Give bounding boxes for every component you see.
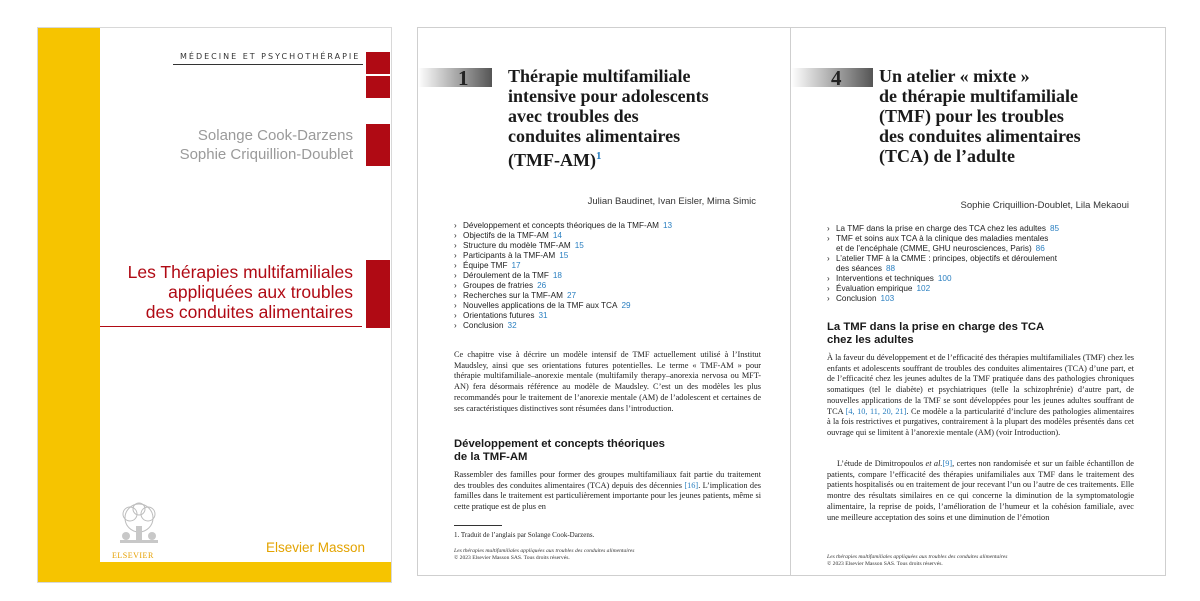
toc-item-page[interactable]: 26 [537, 281, 547, 290]
chevron-right-icon: › [827, 224, 830, 233]
chapter-number: 4 [831, 66, 842, 90]
section-heading-line-1: Développement et concepts théoriques [454, 438, 665, 450]
chapter-number: 1 [458, 66, 469, 90]
toc-item[interactable] [454, 221, 764, 231]
section-heading [827, 321, 1127, 347]
toc-item-label: Groupes de fratries [463, 281, 534, 290]
chapter-bar [418, 68, 492, 87]
toc-item[interactable] [454, 321, 764, 331]
toc-item-label: Interventions et techniques [836, 274, 934, 283]
chapter-title-line-3: avec troubles des [508, 106, 639, 126]
toc-item[interactable] [827, 294, 1137, 304]
chapter-toc [454, 221, 764, 331]
toc-item-page[interactable]: 102 [916, 284, 931, 293]
toc-item-label: Recherches sur la TMF-AM [463, 291, 563, 300]
toc-item[interactable] [454, 241, 764, 251]
cover-title-line-2: appliquées aux troubles [168, 282, 353, 302]
toc-item-cont[interactable] [827, 244, 1137, 254]
paragraph-2-text-cont: , certes non randomisée et sur un faible échantillon de patients, compare l’efficacité des thérapies unifamiliales aux TMF dans le traitement des patients hospitalisés ou en traitement de jour recevant l’un ou l’autre de ces traitements. Elle montre des résultats similaires en ce qui concerne la diminution de la symptomatologie alimentaire, la reprise de poids, l’amélioration de l’humeur et la cohésion familiale, avec une meilleure acceptation des soins et une diminution de l’émotion [827, 459, 1134, 522]
chevron-right-icon: › [827, 234, 830, 243]
chapter-authors: Sophie Criquillion-Doublet, Lila Mekaoui [960, 200, 1129, 211]
section-paragraph-text-cont: . L’implication des familles dans le traitement est particulièrement importante pour les jeunes patients, même si cette pratique est de plus en [454, 480, 761, 512]
toc-item-page[interactable]: 13 [663, 221, 673, 230]
cover-title-rule [100, 326, 362, 327]
cover-red-block-2 [366, 76, 390, 98]
cover-yellow-bottom-band [38, 562, 391, 582]
chapter-title-line-4: des conduites alimentaires [879, 126, 1081, 146]
toc-item-label: Objectifs de la TMF-AM [463, 231, 549, 240]
cover-red-block-1 [366, 52, 390, 74]
paragraph-2 [827, 459, 1134, 523]
chevron-right-icon: › [827, 254, 830, 263]
cover-red-block-3 [366, 124, 390, 166]
chapter-title-line-1: Thérapie multifamiliale [508, 66, 691, 86]
section-paragraph-text: Rassembler des familles pour former des groupes multifamiliaux fait partie du traitement des troubles des conduites alimentaires (TCA) depuis des décennies [454, 470, 761, 490]
section-paragraph [454, 470, 761, 513]
toc-item-page[interactable]: 17 [511, 261, 521, 270]
toc-item-label: Structure du modèle TMF-AM [463, 241, 571, 250]
chapter-toc [827, 224, 1137, 304]
toc-item[interactable] [827, 234, 1137, 244]
toc-item[interactable] [827, 284, 1137, 294]
toc-item-page[interactable]: 15 [559, 251, 569, 260]
chevron-right-icon: › [454, 281, 457, 290]
reference-link[interactable]: [16] [684, 480, 699, 490]
chapter-title [879, 66, 1081, 166]
chapter-title-line-5 [508, 146, 709, 170]
copyright-block [827, 554, 1007, 568]
toc-item-page[interactable]: 27 [566, 291, 577, 300]
toc-item-label-cont: et de l’encéphale (CMME, GHU neurosciences, Paris) [836, 244, 1032, 253]
toc-item-page[interactable]: 14 [552, 231, 562, 240]
chevron-right-icon: › [827, 274, 830, 283]
cover-publisher: Elsevier Masson [265, 540, 365, 555]
toc-item-page[interactable]: 85 [1049, 224, 1060, 233]
chevron-right-icon: › [454, 301, 457, 310]
toc-item-label: Évaluation empirique [836, 284, 913, 293]
toc-item-cont[interactable] [827, 264, 1137, 274]
toc-item-label: Équipe TMF [463, 261, 508, 270]
toc-item-page[interactable]: 15 [574, 241, 584, 250]
toc-item-label: TMF et soins aux TCA à la clinique des maladies mentales [836, 234, 1049, 243]
toc-item-label: Conclusion [463, 321, 504, 330]
chevron-right-icon: › [454, 291, 457, 300]
toc-item-label: Conclusion [836, 294, 877, 303]
toc-item-page[interactable]: 32 [507, 321, 517, 330]
elsevier-wordmark: ELSEVIER [112, 551, 154, 560]
footnote-rule [454, 525, 502, 526]
toc-item[interactable] [454, 311, 764, 321]
toc-item-page[interactable]: 103 [880, 294, 895, 303]
toc-item-page[interactable]: 18 [552, 271, 562, 280]
toc-item-label: Développement et concepts théoriques de la TMF-AM [463, 221, 659, 230]
toc-item-label: Déroulement de la TMF [463, 271, 549, 280]
paragraph-1-text-cont: . Ce modèle a la particularité d’inclure des pathologies alimentaires à la fois restrictives et purgatives, contrairement à la plupart des modèles présentés dans cet ouvrage qui se limitent à l’anorexie mentale (AM) (voir Introduction). [827, 406, 1134, 437]
toc-item[interactable] [454, 281, 764, 291]
cover-series-rule [173, 64, 363, 65]
chapter-4-page [790, 27, 1166, 576]
chevron-right-icon: › [454, 221, 457, 230]
chevron-right-icon: › [454, 241, 457, 250]
toc-item[interactable] [827, 274, 1137, 284]
paragraph-1 [827, 353, 1134, 439]
toc-item-label: La TMF dans la prise en charge des TCA chez les adultes [836, 224, 1046, 233]
toc-item[interactable] [454, 271, 764, 281]
toc-item[interactable] [827, 254, 1137, 264]
chapter-authors: Julian Baudinet, Ivan Eisler, Mima Simic [587, 196, 756, 207]
cover-title-line-3: des conduites alimentaires [145, 302, 353, 322]
cover-title-line-1: Les Thérapies multifamiliales [127, 262, 353, 282]
copyright-title: Les thérapies multifamiliales appliquées aux troubles des conduites alimentaires [827, 554, 1008, 560]
section-heading-line-2: de la TMF-AM [454, 451, 528, 463]
chevron-right-icon: › [454, 311, 457, 320]
chapter-title-line-1: Un atelier « mixte » [879, 66, 1030, 86]
toc-item[interactable] [454, 231, 764, 241]
paragraph-1-text: À la faveur du développement et de l’efficacité des thérapies multifamiliales (TMF) chez les enfants et adolescents souffrant de troubles des conduites alimentaires (TCA) d’une part, et de l’efficacité chez les jeunes adultes de la TMF pratiquée dans des pathologies chroniques somatiques (tel le diabète) et psychiatriques (telle la schizophrénie) d’autre part, de nouvelles applications de la TMF se sont développées pour les jeunes adultes souffrant de TCA [827, 353, 1134, 416]
et-al-text: et al. [925, 459, 943, 468]
toc-item[interactable] [454, 301, 764, 311]
chapter-title-line-2: de thérapie multifamiliale [879, 86, 1078, 106]
toc-item-label: Nouvelles applications de la TMF aux TCA [463, 301, 618, 310]
section-heading-line-1: La TMF dans la prise en charge des TCA [827, 321, 1045, 333]
cover-series-label: MÉDECINE ET PSYCHOTHÉRAPIE [180, 52, 361, 61]
copyright-line: © 2023 Elsevier Masson SAS. Tous droits réservés. [827, 561, 943, 567]
chevron-right-icon: › [454, 251, 457, 260]
copyright-title: Les thérapies multifamiliales appliquées aux troubles des conduites alimentaires [454, 548, 635, 554]
toc-item-page[interactable]: 31 [538, 311, 548, 320]
paragraph-2-text: L’étude de Dimitropoulos [837, 459, 926, 468]
chevron-right-icon: › [827, 294, 830, 303]
toc-item[interactable] [454, 291, 764, 301]
chevron-right-icon: › [454, 321, 457, 330]
chevron-right-icon: › [827, 284, 830, 293]
chapter-title-line-5-text: (TMF-AM) [508, 150, 596, 170]
chevron-right-icon: › [454, 231, 457, 240]
chapter-1-page [417, 27, 793, 576]
toc-item[interactable] [454, 251, 764, 261]
toc-item-label: Orientations futures [463, 311, 535, 320]
footnote: 1. Traduit de l’anglais par Solange Cook-Darzens. [454, 531, 595, 539]
chapter-title-line-4: conduites alimentaires [508, 126, 681, 146]
reference-link[interactable]: [4, 10, 11, 20, 21] [845, 406, 907, 416]
elsevier-tree-logo-icon [110, 500, 168, 550]
chapter-title [508, 66, 709, 170]
cover-red-block-4 [366, 260, 390, 328]
toc-item-label-cont: des séances [836, 264, 882, 273]
cover-author-2: Sophie Criquillion-Doublet [179, 146, 353, 163]
footnote-mark[interactable]: 1 [595, 150, 602, 162]
chevron-right-icon: › [454, 271, 457, 280]
copyright-block [454, 548, 634, 562]
chapter-title-line-2: intensive pour adolescents [508, 86, 709, 106]
toc-item-page[interactable]: 86 [1035, 244, 1045, 253]
cover-author-1: Solange Cook-Darzens [197, 127, 353, 144]
toc-item-label: L’atelier TMF à la CMME : principes, objectifs et déroulement [836, 254, 1058, 263]
section-heading-line-2: chez les adultes [827, 334, 914, 346]
intro-paragraph: Ce chapitre vise à décrire un modèle intensif de TMF actuellement utilisé à l’Institut Maudsley, ainsi que ses orientations futures potentielles. Le terme « TMF-AM » pour thérapie multifamiliale–anorexie mentale (multifamily therapy–anorexia nervosa ou MFT-AN) fera désormais référence au modèle de Maudsley. C’est un des modèles les plus recommandés pour le traitement de l’anorexie mentale (AM) de l’adolescent et certaines de ses caractéristiques distinctives sont résumées dans l’introduction. [454, 350, 761, 413]
book-cover [37, 27, 392, 583]
toc-item-label: Participants à la TMF-AM [463, 251, 556, 260]
cover-authors [180, 126, 353, 164]
reference-link[interactable]: [9] [942, 459, 953, 468]
chapter-title-line-5: (TCA) de l’adulte [879, 146, 1015, 166]
cover-title [63, 262, 353, 322]
toc-item-page[interactable]: 100 [937, 274, 952, 283]
toc-item-page[interactable]: 29 [621, 301, 631, 310]
chapter-title-line-3: (TMF) pour les troubles [879, 106, 1064, 126]
toc-item[interactable] [454, 261, 764, 271]
copyright-line: © 2023 Elsevier Masson SAS. Tous droits réservés. [454, 555, 570, 561]
section-heading [454, 438, 754, 464]
chevron-right-icon: › [454, 261, 457, 270]
toc-item[interactable] [827, 224, 1137, 234]
toc-item-page[interactable]: 88 [885, 264, 896, 273]
